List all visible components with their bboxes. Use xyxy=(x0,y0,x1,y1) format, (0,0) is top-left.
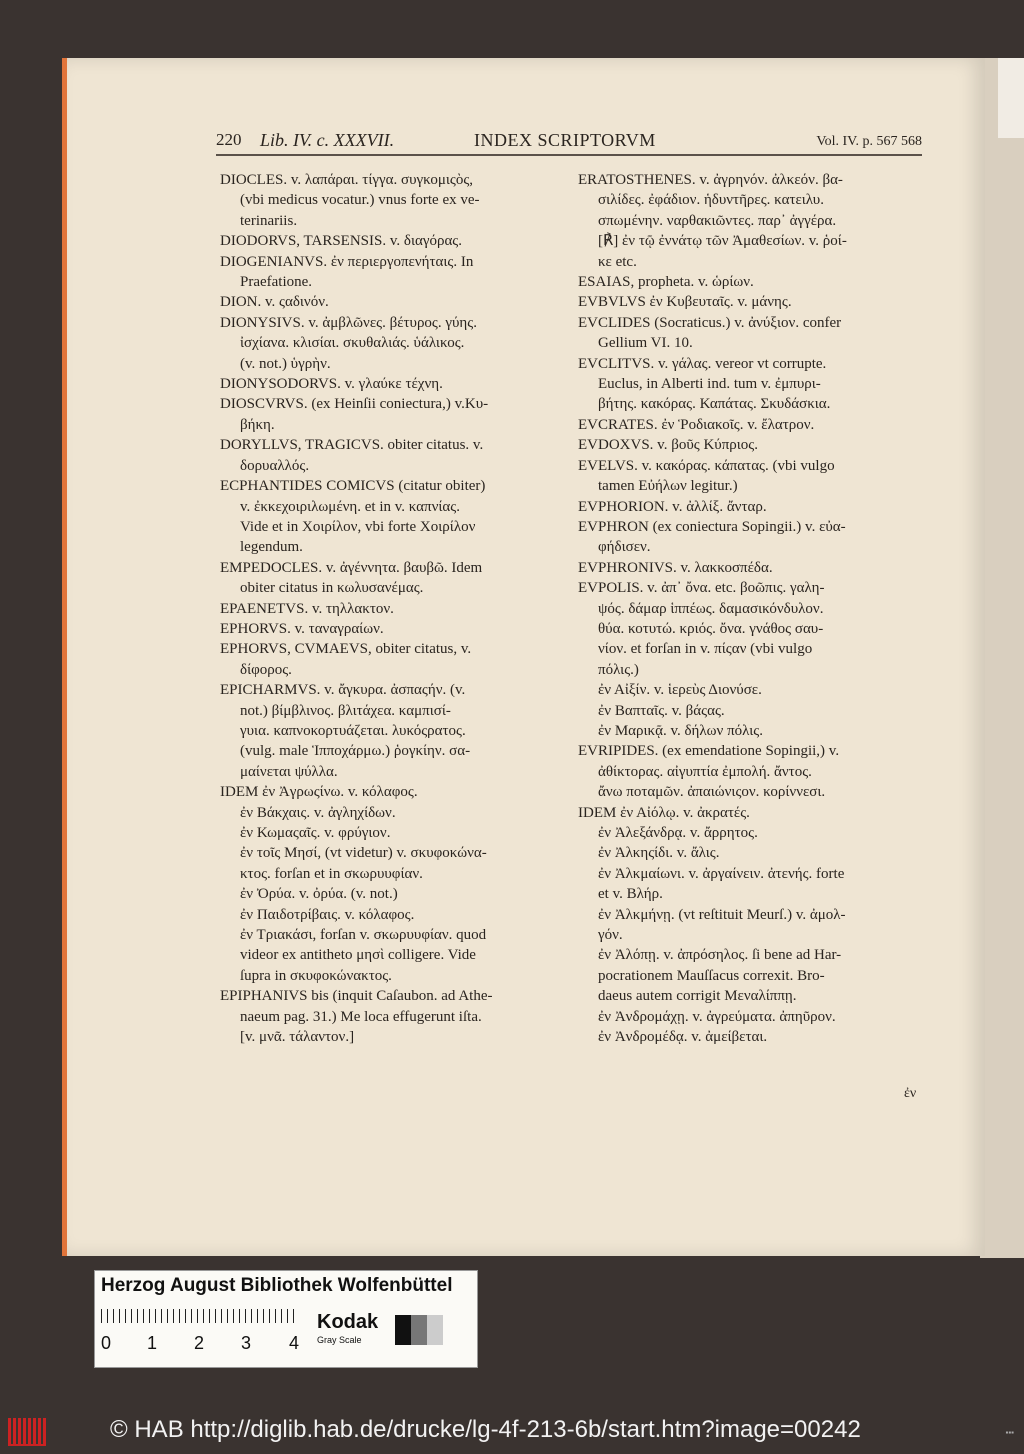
scale-number: 4 xyxy=(289,1333,300,1353)
index-entry xyxy=(220,639,568,680)
entry-line: EVCRATES. ἐν Ῥοδιακοῖς. v. ἔλατρον. xyxy=(578,416,815,433)
book-chapter: Lib. IV. c. XXXVII. xyxy=(260,130,395,150)
entry-line: φήδισεν. xyxy=(598,539,651,556)
scale-number: 2 xyxy=(194,1333,205,1353)
gray-swatch-black xyxy=(395,1315,411,1345)
entry-line: EVRIPIDES. (ex emendatione Sopingii,) v. xyxy=(578,743,840,760)
entry-line: ἐν Τριακάσι, forſan v. σκωρυυφίαν. quod xyxy=(240,927,487,944)
entry-line: ECPHANTIDES COMICVS (citatur obiter) xyxy=(220,478,486,495)
entry-line: ἐν Κωμαςαῖς. v. φρύγιον. xyxy=(240,825,391,841)
entry-line: γυια. καπνοκορτυάζεται. λυκόςρατος. xyxy=(240,722,466,739)
entry-line: DIONYSIVS. v. ἀμβλῶνες. βέτυρος. γύης. xyxy=(220,314,477,331)
entry-line: tamen Εὐήλων legitur.) xyxy=(598,478,738,495)
entry-line: ἐν Βαπταῖς. v. βάςας. xyxy=(598,702,725,719)
entry-line: ἐν Ὀρύα. v. ὀρύα. (v. not.) xyxy=(240,886,398,903)
entry-line: νίον. et forſan in v. πίςαν (vbi vulgo xyxy=(598,641,813,658)
entry-line: naeum pag. 31.) Me loca effugerunt iſta. xyxy=(240,1008,482,1025)
index-entry xyxy=(220,170,568,231)
entry-line: [℟] ἐν τῷ ἐννάτῳ τῶν Ἀμαθεσίων. v. ῥοί- xyxy=(598,233,847,250)
kodak-logo: Kodak xyxy=(317,1311,379,1333)
entry-line: σιλίδες. ἐφάδιον. ἡδυντῆρες. κατειλυ. xyxy=(598,192,824,209)
volume-reference: Vol. IV. p. 567 568 xyxy=(816,134,922,149)
entry-line: EPAENETVS. v. τηλλακτον. xyxy=(220,600,394,617)
index-entry xyxy=(220,680,568,782)
entry-line: θύα. κοτυτώ. κριός. ὄνα. γνάθος σαυ- xyxy=(598,620,824,637)
index-entry xyxy=(220,599,568,619)
entry-line: DION. v. ςαδινόν. xyxy=(220,294,329,311)
entry-line: ESAIAS, propheta. v. ὡρίων. xyxy=(578,274,754,291)
copyright-url[interactable]: © HAB http://diglib.hab.de/drucke/lg-4f-213-6b/start.htm?image=00242 xyxy=(110,1416,861,1443)
index-entry xyxy=(220,905,568,925)
running-header xyxy=(216,130,922,154)
index-entry xyxy=(578,945,926,1006)
index-entry xyxy=(578,435,926,455)
right-column xyxy=(578,170,926,1047)
entry-line: ἀθίκτορας. αἰγυπτία ἐμπολή. ἄντος. xyxy=(598,763,812,780)
index-entry xyxy=(578,1027,926,1047)
index-entry xyxy=(220,782,568,802)
index-entry xyxy=(578,905,926,946)
index-entry xyxy=(220,435,568,476)
index-entry xyxy=(578,497,926,517)
entry-line: videor ex antitheto μησὶ colligere. Vide xyxy=(240,947,476,964)
index-entry xyxy=(578,415,926,435)
entry-line: DORYLLVS, TRAGICVS. obiter citatus. v. xyxy=(220,437,484,454)
index-entry xyxy=(578,721,926,741)
entry-line: ἐν Παιδοτρίβαις. v. κόλαφος. xyxy=(240,906,415,923)
index-entry xyxy=(578,823,926,843)
entry-line: κε etc. xyxy=(598,253,637,270)
scale-number: 3 xyxy=(241,1333,252,1353)
entry-line: ἰσχίανα. κλισίαι. σκυθαλιάς. ὑάλικος. xyxy=(240,335,465,352)
index-entry xyxy=(220,843,568,884)
index-entry xyxy=(578,701,926,721)
index-entry xyxy=(578,741,926,802)
entry-line: EVCLITVS. v. γάλας. vereor vt corrupte. xyxy=(578,355,827,372)
index-entry xyxy=(578,578,926,680)
page-title: INDEX SCRIPTORVM xyxy=(474,130,656,150)
index-entry xyxy=(220,252,568,293)
entry-line: DIOCLES. v. λαπάραι. τίγγα. συγκομιςὸς, xyxy=(220,172,474,188)
entry-line: ἐν Ἀνδρομάχῃ. v. ἀγρεύματα. ἀπηῦρον. xyxy=(598,1008,836,1025)
entry-line: ἐν Βάκχαις. v. ἀγληχίδων. xyxy=(240,804,396,821)
index-entry xyxy=(578,680,926,700)
gray-swatch-light xyxy=(427,1315,443,1345)
entry-line: ἐν Ἀλκμαίωνι. v. ἀργαίνειν. ἀτενής. forte xyxy=(598,865,845,882)
catchword: ἐν xyxy=(904,1086,917,1101)
entry-line: ERATOSTHENES. v. ἀγρηνόν. ἀλκεόν. βα- xyxy=(578,172,843,188)
entry-line: (v. not.) ὑγρὴν. xyxy=(240,355,331,372)
entry-line: EVDOXVS. v. βοῦς Κύπριος. xyxy=(578,437,758,454)
index-entry xyxy=(220,884,568,904)
entry-line: ἐν Αἰξίν. v. ἱερεὺς Διονύσε. xyxy=(598,682,762,699)
entry-line: βήτης. κακόρας. Καπάτας. Σκυδάσκια. xyxy=(598,396,831,413)
entry-line: ἐν Ἀλόπῃ. v. ἀπρόσηλος. ſi bene ad Har- xyxy=(598,947,842,964)
entry-line: [v. μνᾶ. τάλαντον.] xyxy=(240,1029,355,1046)
gray-swatch-mid xyxy=(411,1315,427,1345)
page-number: 220 xyxy=(216,130,242,149)
index-entry xyxy=(578,558,926,578)
entry-line: EVCLIDES (Socraticus.) v. ἀνύξιον. confer xyxy=(578,314,842,331)
index-entry xyxy=(578,864,926,905)
entry-line: μαίνεται ψύλλα. xyxy=(240,763,338,780)
entry-line: legendum. xyxy=(240,539,303,556)
hab-logo-icon xyxy=(8,1418,46,1446)
index-entry xyxy=(220,374,568,394)
scale-number: 0 xyxy=(101,1333,112,1353)
entry-line: (vulg. male Ἱπποχάρμω.) ῥογκίην. σα- xyxy=(240,743,471,760)
entry-line: EPHORVS, CVMAEVS, obiter citatus, v. xyxy=(220,641,472,658)
entry-line: pocrationem Mauſſacus correxit. Bro- xyxy=(598,967,825,984)
entry-line: EVPOLIS. v. ἀπ᾽ ὄνα. etc. βοῶπις. γαλη- xyxy=(578,580,825,597)
left-column xyxy=(220,170,568,1047)
entry-line: (vbi medicus vocatur.) vnus forte ex ve- xyxy=(240,192,480,209)
gray-scale-label: Gray Scale xyxy=(317,1335,362,1345)
entry-line: βήκη. xyxy=(240,416,275,433)
entry-line: Gellium VI. 10. xyxy=(598,335,693,352)
entry-line: Vide et in Χοιρίλον, vbi forte Χοιρίλον xyxy=(240,518,476,535)
index-entry xyxy=(578,843,926,863)
index-entry xyxy=(578,272,926,292)
entry-line: ἐν Ἀλκμήνῃ. (vt reſtituit Meurſ.) v. ἀμολ- xyxy=(598,906,846,923)
entry-line: EVELVS. v. κακόρας. κάπατας. (vbi vulgo xyxy=(578,457,835,474)
index-entry xyxy=(578,803,926,823)
entry-line: ψός. δάμαρ ἱππέως. δαμασικόνδυλον. xyxy=(598,600,824,617)
entry-line: ἐν Ἀλκηςίδι. v. ἄλις. xyxy=(598,845,720,862)
entry-line: DIODORVS, TARSENSIS. v. διαγόρας. xyxy=(220,233,462,250)
entry-line: ἐν τοῖς Μησί, (vt videtur) v. σκυφοκώνα- xyxy=(240,845,487,862)
entry-line: DIONYSODORVS. v. γλαύκε τέχνη. xyxy=(220,376,443,393)
entry-line: DIOSCVRVS. (ex Heinſii coniectura,) v.Κυ- xyxy=(220,396,489,413)
entry-line: EPICHARMVS. v. ἄγκυρα. ἀσπαςήν. (v. xyxy=(220,682,466,699)
entry-line: obiter citatus in κωλυσανέμας. xyxy=(240,580,424,597)
entry-line: IDEM ἐν Αἰόλῳ. v. ἀκρατές. xyxy=(578,804,750,821)
index-entry xyxy=(578,292,926,312)
scale-numbers xyxy=(101,1333,311,1357)
index-entry xyxy=(220,476,568,558)
index-entry xyxy=(220,558,568,599)
index-entry xyxy=(220,823,568,843)
entry-line: ſupra in σκυφοκώνακτος. xyxy=(240,967,392,984)
index-entry xyxy=(220,986,568,1047)
index-entry xyxy=(220,619,568,639)
index-entry xyxy=(578,170,926,272)
scale-number: 1 xyxy=(147,1333,158,1353)
entry-line: DIOGENIANVS. ἐν περιεργοπενήταις. In xyxy=(220,253,474,270)
entry-line: EVPHORION. v. ἀλλίξ. ἄνταρ. xyxy=(578,498,767,515)
entry-line: EVBVLVS ἐν Κυβευταῖς. v. μάνης. xyxy=(578,294,792,311)
entry-line: EPHORVS. v. ταναγραίων. xyxy=(220,620,384,637)
scale-ruler xyxy=(101,1309,297,1332)
header-rule xyxy=(216,154,922,156)
entry-line: EVPHRON (ex coniectura Sopingii.) v. εὐα- xyxy=(578,518,846,535)
index-entry xyxy=(220,803,568,823)
entry-line: γόν. xyxy=(598,927,623,944)
index-entry xyxy=(578,1007,926,1027)
entry-line: σπωμένην. ναρθακιῶντες. παρ᾽ ἀγγέρα. xyxy=(598,212,837,229)
entry-line: Euclus, in Alberti ind. tum v. ἐμπυρι- xyxy=(598,376,821,393)
scan-mark: ▪▪▪ xyxy=(1005,1428,1014,1437)
entry-line: daeus autem corrigit Μεναλίππῃ. xyxy=(598,988,797,1005)
entry-line: ἐν Ἀλεξάνδρᾳ. v. ἄρρητος. xyxy=(598,825,758,841)
index-entry xyxy=(220,231,568,251)
entry-line: EMPEDOCLES. v. ἀγέννητα. βαυβῶ. Idem xyxy=(220,559,483,576)
entry-line: EPIPHANIVS bis (inquit Caſaubon. ad Athe- xyxy=(220,988,493,1005)
index-entry xyxy=(578,354,926,415)
index-entry xyxy=(220,292,568,312)
entry-line: EVPHRONIVS. v. λακκοσπέδα. xyxy=(578,559,773,576)
index-entry xyxy=(220,313,568,374)
entry-line: et v. Βλήρ. xyxy=(598,886,663,903)
entry-line: ἐν Μαρικᾷ. v. δήλων πόλις. xyxy=(598,722,763,739)
entry-line: δίφορος. xyxy=(240,661,292,678)
footer-bar xyxy=(0,1410,1024,1454)
entry-line: v. ἐκκεχοιριλωμένη. et in v. καπνίας. xyxy=(240,498,460,515)
entry-line: ἄνω ποταμῶν. ἀπαιώνιςον. κορίννεσι. xyxy=(598,784,826,801)
entry-line: not.) βίμβλινος. βλιτάχεα. καμπισί- xyxy=(240,702,451,719)
library-label xyxy=(94,1270,478,1368)
index-entry xyxy=(220,394,568,435)
entry-line: κτος. forſan et in σκωρυυφίαν. xyxy=(240,865,423,882)
entry-line: πόλις.) xyxy=(598,661,639,678)
index-entry xyxy=(578,456,926,497)
page-clip xyxy=(998,58,1024,138)
library-name: Herzog August Bibliothek Wolfenbüttel xyxy=(101,1275,453,1296)
index-entry xyxy=(578,313,926,354)
entry-line: δορυαλλός. xyxy=(240,457,310,474)
entry-line: Praefatione. xyxy=(240,274,313,291)
index-entry xyxy=(220,925,568,986)
entry-line: ἐν Ἀνδρομέδᾳ. v. ἀμείβεται. xyxy=(598,1029,768,1046)
entry-line: IDEM ἐν Ἀγρωςίνω. v. κόλαφος. xyxy=(220,784,418,801)
next-page-edge xyxy=(980,58,1024,1258)
index-entry xyxy=(578,517,926,558)
entry-line: terinariis. xyxy=(240,212,298,229)
